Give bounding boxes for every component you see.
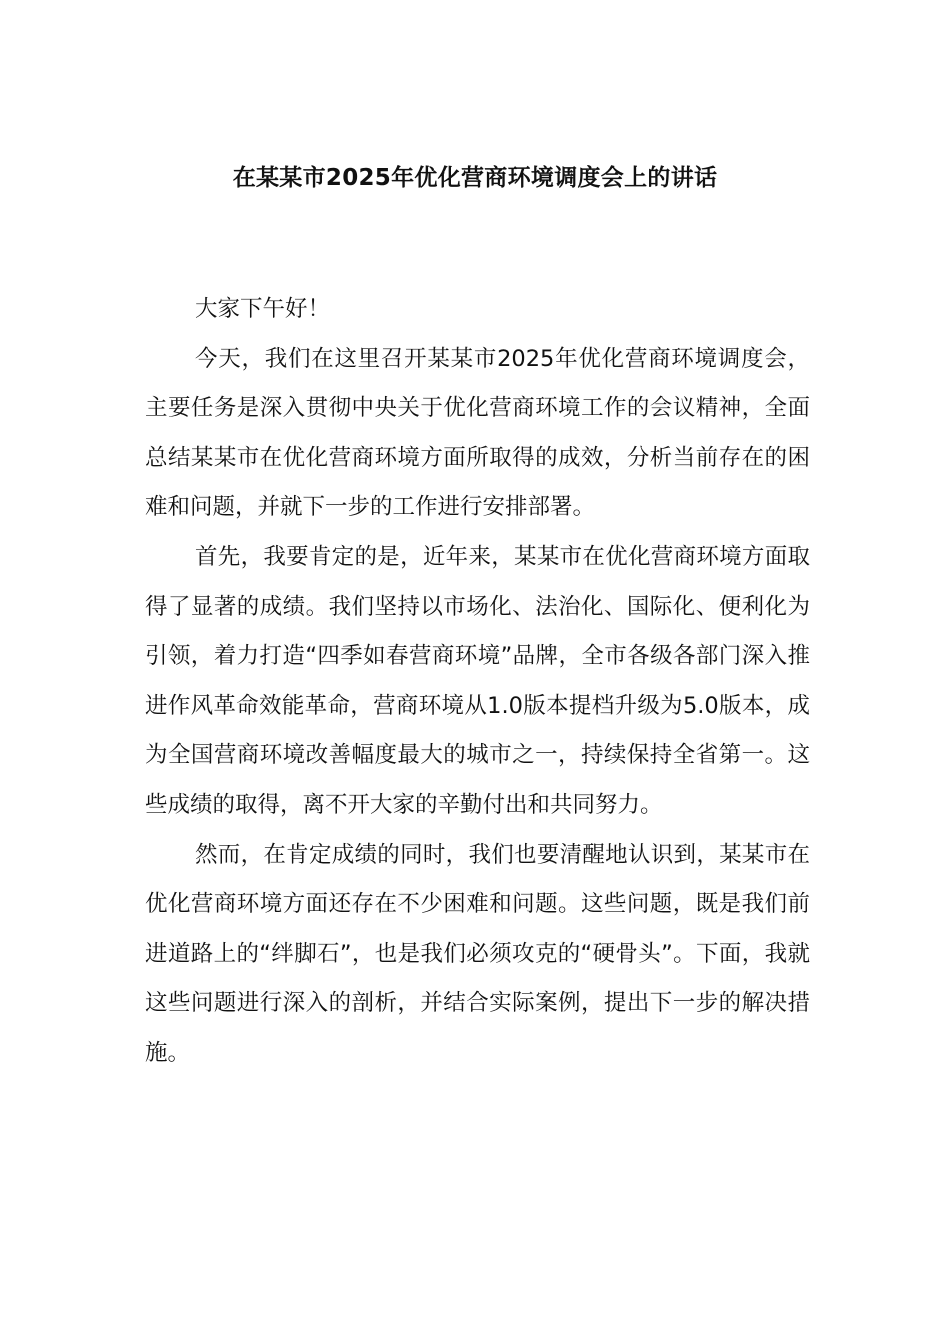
paragraph-greeting: 大家下午好！ <box>195 296 331 322</box>
paragraph-problems: 然而，在肯定成绩的同时，我们也要清醒地认识到，某某市在优化营商环境方面还存在不少困难和问题。这些问题，既是我们前进道路上的“绊脚石”，也是我们必须攻克的“硬骨头”。下面，我就这些问题进行深入的剖析，并结合实际案例，提出下一步的解决措施。 <box>145 841 810 1066</box>
document-body <box>145 285 810 1079</box>
paragraph-introduction: 今天，我们在这里召开某某市2025年优化营商环境调度会，主要任务是深入贯彻中央关于优化营商环境工作的会议精神，全面总结某某市在优化营商环境方面所取得的成效，分析当前存在的困难和问题，并就下一步的工作进行安排部署。 <box>145 345 810 521</box>
paragraph-achievements: 首先，我要肯定的是，近年来，某某市在优化营商环境方面取得了显著的成绩。我们坚持以市场化、法治化、国际化、便利化为引领，着力打造“四季如春营商环境”品牌，全市各级各部门深入推进作风革命效能革命，营商环境从1.0版本提档升级为5.0版本，成为全国营商环境改善幅度最大的城市之一，持续保持全省第一。这些成绩的取得，离不开大家的辛勤付出和共同努力。 <box>145 543 810 818</box>
document-title: 在某某市2025年优化营商环境调度会上的讲话 <box>232 165 718 191</box>
